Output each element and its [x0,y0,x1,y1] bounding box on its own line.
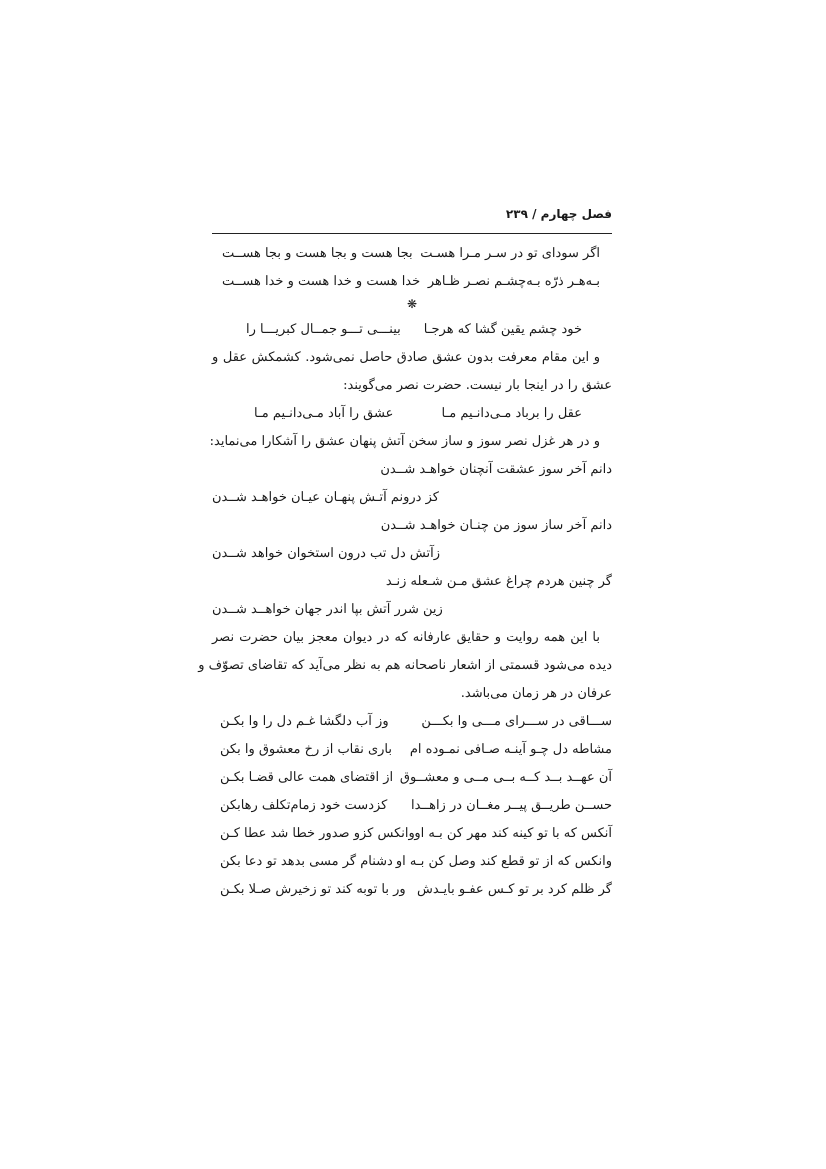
prose-line: عرفان در هر زمان می‌باشد. [460,686,612,701]
couplet [212,736,612,764]
ghazal-line [212,512,612,540]
hemistich-first: اگر سودای تو در سـر مـرا هسـت [420,246,600,261]
couplet [212,268,612,296]
prose-line: و در هر غزل نصر سوز و ساز سخن آتش پنهان عشق را آشکارا می‌نماید: [209,434,600,449]
hemistich-first: ســـاقی در ســـرای مـــی وا بکـــن [421,714,612,729]
hemistich-second: دشنام گر مسی بدهد تو دعا بکن [220,854,393,869]
hemistich-second: از اقتضای همت عالی قضـا بکـن [220,770,394,785]
hemistich-second: عشق را آباد مـی‌دانـیم مـا [254,406,394,421]
ghazal-hemistich-first: دانم آخر ساز سوز من چنـان خواهـد شــدن [380,518,612,533]
page-header [212,205,612,234]
hemistich-first: مشاطه دل چـو آینـه صـافی نمـوده ام [409,742,612,757]
couplet [212,848,612,876]
ghazal-hemistich-second: کز درونم آتـش پنهـان عیـان خواهـد شــدن [212,490,439,505]
hemistich-first: گر ظلم کرد بر تو کـس عفـو بایـدش [417,882,612,897]
hemistich-second: وز آب دلگشا غـم دل را وا بکـن [220,714,389,729]
hemistich-second: کزدست خود زمام‌تکلف رهابکن [220,798,388,813]
ghazal-hemistich-second: زآتش دل تب درون استخوان خواهد شــدن [212,546,441,561]
couplet [212,240,612,268]
couplet [212,792,612,820]
ghazal-hemistich-first: گر چنین هردم چراغ عشق مـن شـعله زنـد [385,574,612,589]
hemistich-first: عقل را برباد مـی‌دانـیم مـا [441,406,582,421]
hemistich-second: بینـــی تـــو جمــال کبریـــا را [246,322,401,337]
couplet [212,820,612,848]
hemistich-second: خدا هست و خدا هست و خدا هســت [222,274,421,289]
prose-line: و این مقام معرفت بدون عشق صادق حاصل نمی‌شود. کشمکش عقل و [212,350,600,365]
hemistich-second: وانکس کزو صدور خطا شد عطا کـن [220,826,415,841]
hemistich-first: بـه‌هـر ذرّه بـه‌چشـم نصـر ظـاهر [427,274,600,289]
ghazal-line [212,484,612,512]
hemistich-first: حســن طریــق پیــر مغــان در زاهــدا [411,798,612,813]
ghazal-line [212,596,612,624]
couplet [212,316,612,344]
section-separator-icon: ❋ [406,297,418,311]
couplet [212,764,612,792]
hemistich-second: ور با توبه کند تو زخیرش صـلا بکـن [220,882,406,897]
hemistich-second: باری نقاب از رخ معشوق وا بکن [220,742,392,757]
hemistich-second: بجا هست و بجا هست و بجا هســت [222,246,413,261]
couplet [212,708,612,736]
ghazal-hemistich-first: دانم آخر سوز عشقت آنچنان خواهـد شــدن [380,462,612,477]
hemistich-first: خود چشم یقین گشا که هرجـا [423,322,582,337]
hemistich-first: آن عهــد بــد کــه بــی مــی و معشــوق [399,770,612,785]
hemistich-first: آنکس که با تو کینه کند مهر کن بـه او [414,826,612,841]
prose-line: عشق را در اینجا بار نیست. حضرت نصر می‌گویند: [343,378,612,393]
prose-line: با این همه روایت و حقایق عارفانه که در دیوان معجز بیان حضرت نصر [212,630,600,645]
running-head: فصل چهارم / ۲۳۹ [505,207,612,221]
ghazal-line [212,568,612,596]
couplet [212,876,612,904]
couplet [212,400,612,428]
ghazal-hemistich-second: زین شرر آتش بپا اندر جهان خواهــد شــدن [212,602,443,617]
ghazal-line [212,540,612,568]
page-body [198,240,612,904]
ghazal-line [212,456,612,484]
hemistich-first: وانکس که از تو قطع کند وصل کن بـه او [395,854,612,869]
prose-line: دیده می‌شود قسمتی از اشعار ناصحانه هم به نظر می‌آید که تقاضای تصوّف و [198,658,612,673]
